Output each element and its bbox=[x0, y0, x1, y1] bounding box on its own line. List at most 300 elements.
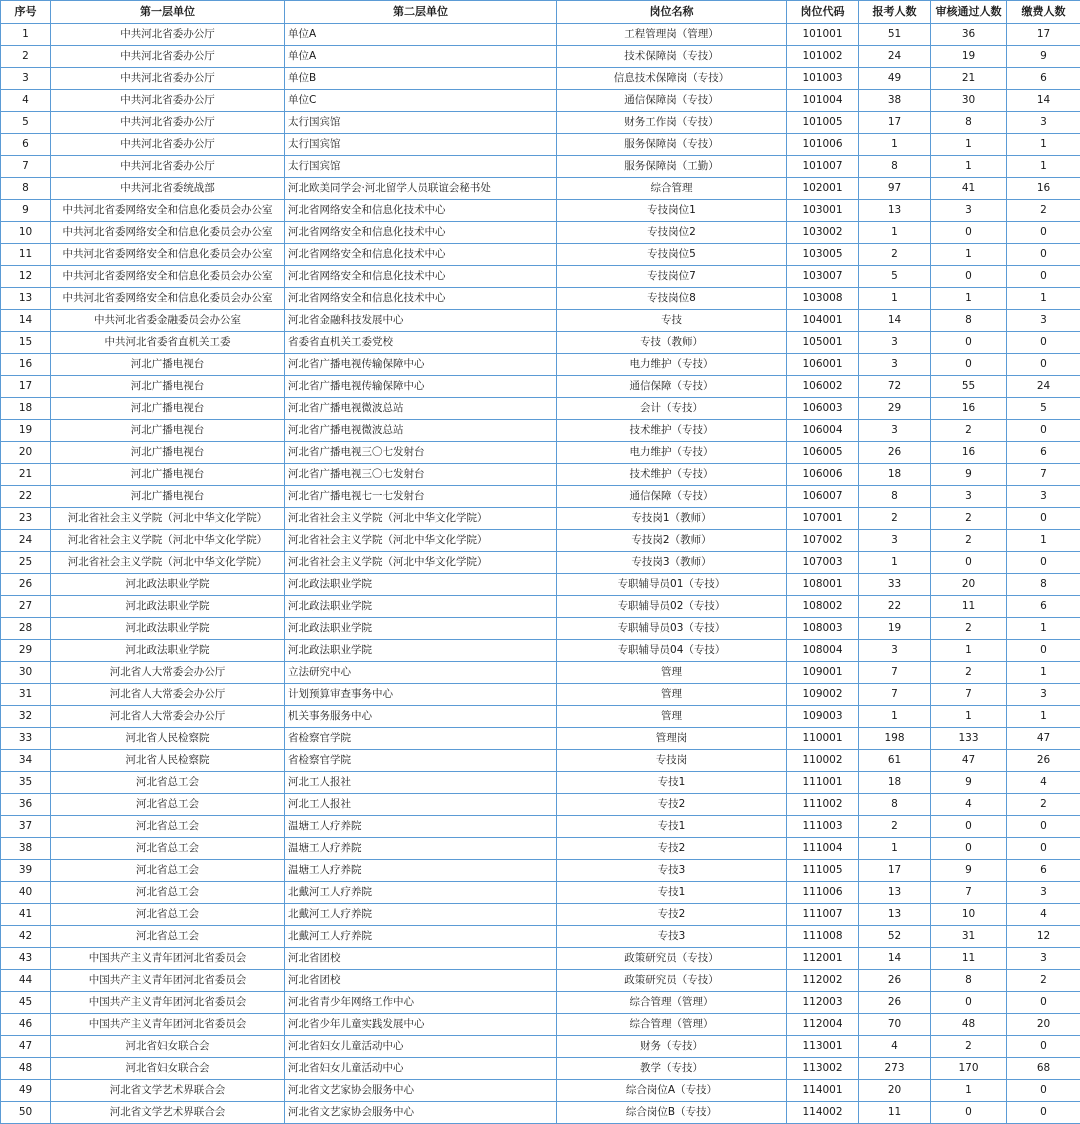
cell-paid: 3 bbox=[1007, 112, 1080, 134]
cell-index: 41 bbox=[1, 904, 51, 926]
cell-second-unit: 省检察官学院 bbox=[285, 750, 557, 772]
cell-paid: 3 bbox=[1007, 486, 1080, 508]
cell-approved: 1 bbox=[931, 244, 1007, 266]
cell-first-unit: 中国共产主义青年团河北省委员会 bbox=[51, 948, 285, 970]
col-header-first-unit: 第一层单位 bbox=[51, 1, 285, 24]
cell-applicants: 1 bbox=[859, 838, 931, 860]
col-header-index: 序号 bbox=[1, 1, 51, 24]
cell-second-unit: 单位B bbox=[285, 68, 557, 90]
cell-position-code: 111008 bbox=[787, 926, 859, 948]
cell-index: 9 bbox=[1, 200, 51, 222]
cell-first-unit: 河北省总工会 bbox=[51, 860, 285, 882]
cell-index: 43 bbox=[1, 948, 51, 970]
cell-approved: 20 bbox=[931, 574, 1007, 596]
cell-index: 44 bbox=[1, 970, 51, 992]
cell-applicants: 52 bbox=[859, 926, 931, 948]
cell-approved: 10 bbox=[931, 904, 1007, 926]
table-row bbox=[1, 1080, 1080, 1102]
table-row bbox=[1, 992, 1080, 1014]
cell-second-unit: 河北省网络安全和信息化技术中心 bbox=[285, 222, 557, 244]
cell-first-unit: 河北省文学艺术界联合会 bbox=[51, 1102, 285, 1124]
cell-paid: 17 bbox=[1007, 24, 1080, 46]
cell-paid: 0 bbox=[1007, 222, 1080, 244]
cell-second-unit: 北戴河工人疗养院 bbox=[285, 904, 557, 926]
cell-paid: 0 bbox=[1007, 838, 1080, 860]
cell-applicants: 13 bbox=[859, 200, 931, 222]
cell-approved: 1 bbox=[931, 706, 1007, 728]
cell-position-name: 电力维护（专技） bbox=[557, 354, 787, 376]
cell-approved: 31 bbox=[931, 926, 1007, 948]
cell-position-code: 101007 bbox=[787, 156, 859, 178]
cell-index: 5 bbox=[1, 112, 51, 134]
cell-position-name: 专技3 bbox=[557, 926, 787, 948]
cell-approved: 0 bbox=[931, 266, 1007, 288]
cell-applicants: 7 bbox=[859, 662, 931, 684]
cell-second-unit: 河北省广播电视三〇七发射台 bbox=[285, 464, 557, 486]
cell-paid: 4 bbox=[1007, 904, 1080, 926]
cell-second-unit: 河北省文艺家协会服务中心 bbox=[285, 1080, 557, 1102]
cell-first-unit: 河北省人大常委会办公厅 bbox=[51, 662, 285, 684]
table-row bbox=[1, 310, 1080, 332]
table-row bbox=[1, 464, 1080, 486]
cell-position-name: 专技2 bbox=[557, 904, 787, 926]
cell-applicants: 2 bbox=[859, 816, 931, 838]
cell-second-unit: 河北政法职业学院 bbox=[285, 618, 557, 640]
cell-paid: 6 bbox=[1007, 442, 1080, 464]
table-row bbox=[1, 222, 1080, 244]
table-header-row bbox=[1, 1, 1080, 24]
cell-position-code: 111004 bbox=[787, 838, 859, 860]
cell-second-unit: 河北省团校 bbox=[285, 970, 557, 992]
cell-first-unit: 中共河北省委网络安全和信息化委员会办公室 bbox=[51, 222, 285, 244]
table-row bbox=[1, 618, 1080, 640]
cell-approved: 0 bbox=[931, 332, 1007, 354]
cell-position-code: 111003 bbox=[787, 816, 859, 838]
cell-applicants: 19 bbox=[859, 618, 931, 640]
cell-second-unit: 北戴河工人疗养院 bbox=[285, 926, 557, 948]
cell-first-unit: 河北省总工会 bbox=[51, 794, 285, 816]
cell-index: 11 bbox=[1, 244, 51, 266]
cell-first-unit: 中共河北省委办公厅 bbox=[51, 24, 285, 46]
cell-applicants: 26 bbox=[859, 992, 931, 1014]
cell-applicants: 70 bbox=[859, 1014, 931, 1036]
cell-first-unit: 河北省社会主义学院（河北中华文化学院） bbox=[51, 552, 285, 574]
cell-paid: 68 bbox=[1007, 1058, 1080, 1080]
cell-position-code: 106002 bbox=[787, 376, 859, 398]
cell-position-name: 管理 bbox=[557, 662, 787, 684]
cell-second-unit: 单位A bbox=[285, 46, 557, 68]
cell-paid: 47 bbox=[1007, 728, 1080, 750]
cell-approved: 2 bbox=[931, 420, 1007, 442]
cell-position-code: 111001 bbox=[787, 772, 859, 794]
cell-first-unit: 河北省总工会 bbox=[51, 816, 285, 838]
cell-second-unit: 河北省妇女儿童活动中心 bbox=[285, 1036, 557, 1058]
cell-approved: 8 bbox=[931, 970, 1007, 992]
cell-index: 2 bbox=[1, 46, 51, 68]
cell-index: 39 bbox=[1, 860, 51, 882]
cell-position-code: 104001 bbox=[787, 310, 859, 332]
cell-index: 3 bbox=[1, 68, 51, 90]
cell-index: 1 bbox=[1, 24, 51, 46]
cell-position-code: 101005 bbox=[787, 112, 859, 134]
cell-approved: 1 bbox=[931, 156, 1007, 178]
cell-position-name: 专技2 bbox=[557, 838, 787, 860]
cell-second-unit: 单位C bbox=[285, 90, 557, 112]
cell-paid: 7 bbox=[1007, 464, 1080, 486]
cell-paid: 0 bbox=[1007, 1102, 1080, 1124]
cell-index: 19 bbox=[1, 420, 51, 442]
cell-index: 13 bbox=[1, 288, 51, 310]
cell-applicants: 1 bbox=[859, 552, 931, 574]
cell-position-code: 113001 bbox=[787, 1036, 859, 1058]
cell-position-name: 政策研究员（专技） bbox=[557, 970, 787, 992]
cell-second-unit: 单位A bbox=[285, 24, 557, 46]
cell-paid: 8 bbox=[1007, 574, 1080, 596]
cell-index: 24 bbox=[1, 530, 51, 552]
cell-index: 48 bbox=[1, 1058, 51, 1080]
col-header-approved: 审核通过人数 bbox=[931, 1, 1007, 24]
cell-applicants: 97 bbox=[859, 178, 931, 200]
cell-applicants: 3 bbox=[859, 530, 931, 552]
cell-index: 26 bbox=[1, 574, 51, 596]
cell-applicants: 20 bbox=[859, 1080, 931, 1102]
cell-position-name: 综合管理 bbox=[557, 178, 787, 200]
cell-position-code: 111005 bbox=[787, 860, 859, 882]
cell-paid: 0 bbox=[1007, 1036, 1080, 1058]
cell-second-unit: 河北省少年儿童实践发展中心 bbox=[285, 1014, 557, 1036]
cell-index: 14 bbox=[1, 310, 51, 332]
cell-approved: 8 bbox=[931, 112, 1007, 134]
cell-position-name: 专技1 bbox=[557, 772, 787, 794]
cell-paid: 1 bbox=[1007, 134, 1080, 156]
cell-index: 4 bbox=[1, 90, 51, 112]
cell-index: 20 bbox=[1, 442, 51, 464]
cell-index: 22 bbox=[1, 486, 51, 508]
col-header-position-name: 岗位名称 bbox=[557, 1, 787, 24]
cell-position-name: 服务保障岗（工勤） bbox=[557, 156, 787, 178]
table-row bbox=[1, 376, 1080, 398]
cell-first-unit: 中国共产主义青年团河北省委员会 bbox=[51, 1014, 285, 1036]
cell-first-unit: 中共河北省委办公厅 bbox=[51, 112, 285, 134]
cell-applicants: 7 bbox=[859, 684, 931, 706]
cell-applicants: 22 bbox=[859, 596, 931, 618]
table-row bbox=[1, 486, 1080, 508]
cell-approved: 2 bbox=[931, 530, 1007, 552]
cell-second-unit: 河北省广播电视传输保障中心 bbox=[285, 376, 557, 398]
cell-approved: 0 bbox=[931, 222, 1007, 244]
cell-second-unit: 河北省广播电视三〇七发射台 bbox=[285, 442, 557, 464]
cell-approved: 7 bbox=[931, 684, 1007, 706]
cell-position-code: 112004 bbox=[787, 1014, 859, 1036]
cell-approved: 11 bbox=[931, 948, 1007, 970]
cell-position-code: 107001 bbox=[787, 508, 859, 530]
cell-applicants: 14 bbox=[859, 310, 931, 332]
table-row bbox=[1, 728, 1080, 750]
cell-position-name: 专技2 bbox=[557, 794, 787, 816]
cell-approved: 1 bbox=[931, 640, 1007, 662]
cell-paid: 12 bbox=[1007, 926, 1080, 948]
cell-position-code: 101002 bbox=[787, 46, 859, 68]
cell-position-name: 通信保障（专技） bbox=[557, 486, 787, 508]
cell-first-unit: 河北广播电视台 bbox=[51, 442, 285, 464]
cell-second-unit: 河北省妇女儿童活动中心 bbox=[285, 1058, 557, 1080]
cell-first-unit: 河北省总工会 bbox=[51, 904, 285, 926]
cell-paid: 0 bbox=[1007, 420, 1080, 442]
cell-first-unit: 河北省社会主义学院（河北中华文化学院） bbox=[51, 508, 285, 530]
cell-paid: 3 bbox=[1007, 684, 1080, 706]
cell-approved: 19 bbox=[931, 46, 1007, 68]
cell-applicants: 13 bbox=[859, 904, 931, 926]
table-row bbox=[1, 684, 1080, 706]
cell-position-name: 通信保障岗（专技） bbox=[557, 90, 787, 112]
cell-position-code: 108003 bbox=[787, 618, 859, 640]
cell-position-code: 106007 bbox=[787, 486, 859, 508]
cell-approved: 3 bbox=[931, 200, 1007, 222]
cell-approved: 2 bbox=[931, 662, 1007, 684]
cell-applicants: 1 bbox=[859, 288, 931, 310]
table-row bbox=[1, 112, 1080, 134]
cell-position-name: 专技1 bbox=[557, 882, 787, 904]
cell-position-name: 专技岗位8 bbox=[557, 288, 787, 310]
cell-position-name: 专技岗3（教师） bbox=[557, 552, 787, 574]
cell-approved: 21 bbox=[931, 68, 1007, 90]
cell-approved: 7 bbox=[931, 882, 1007, 904]
cell-approved: 9 bbox=[931, 860, 1007, 882]
cell-second-unit: 河北省广播电视微波总站 bbox=[285, 398, 557, 420]
cell-paid: 14 bbox=[1007, 90, 1080, 112]
cell-applicants: 17 bbox=[859, 112, 931, 134]
cell-second-unit: 河北省网络安全和信息化技术中心 bbox=[285, 288, 557, 310]
cell-position-name: 综合岗位B（专技） bbox=[557, 1102, 787, 1124]
cell-applicants: 5 bbox=[859, 266, 931, 288]
cell-paid: 1 bbox=[1007, 288, 1080, 310]
cell-position-code: 107002 bbox=[787, 530, 859, 552]
table-body bbox=[1, 24, 1080, 1124]
cell-paid: 0 bbox=[1007, 552, 1080, 574]
table-row bbox=[1, 332, 1080, 354]
cell-position-name: 信息技术保障岗（专技） bbox=[557, 68, 787, 90]
cell-first-unit: 河北省总工会 bbox=[51, 926, 285, 948]
cell-index: 17 bbox=[1, 376, 51, 398]
cell-position-code: 109001 bbox=[787, 662, 859, 684]
table-row bbox=[1, 288, 1080, 310]
cell-position-code: 113002 bbox=[787, 1058, 859, 1080]
cell-first-unit: 河北省人大常委会办公厅 bbox=[51, 684, 285, 706]
cell-position-code: 103001 bbox=[787, 200, 859, 222]
cell-first-unit: 河北省人民检察院 bbox=[51, 728, 285, 750]
cell-applicants: 1 bbox=[859, 134, 931, 156]
cell-paid: 0 bbox=[1007, 508, 1080, 530]
table-row bbox=[1, 134, 1080, 156]
cell-approved: 170 bbox=[931, 1058, 1007, 1080]
cell-position-code: 103005 bbox=[787, 244, 859, 266]
cell-first-unit: 中共河北省委办公厅 bbox=[51, 134, 285, 156]
cell-applicants: 1 bbox=[859, 706, 931, 728]
cell-approved: 2 bbox=[931, 618, 1007, 640]
cell-position-name: 教学（专技） bbox=[557, 1058, 787, 1080]
cell-paid: 1 bbox=[1007, 156, 1080, 178]
cell-position-name: 专技 bbox=[557, 310, 787, 332]
cell-applicants: 8 bbox=[859, 794, 931, 816]
cell-second-unit: 河北省社会主义学院（河北中华文化学院） bbox=[285, 508, 557, 530]
cell-position-name: 专技岗位7 bbox=[557, 266, 787, 288]
cell-position-code: 106004 bbox=[787, 420, 859, 442]
cell-index: 40 bbox=[1, 882, 51, 904]
cell-position-name: 服务保障岗（专技） bbox=[557, 134, 787, 156]
cell-second-unit: 河北工人报社 bbox=[285, 794, 557, 816]
cell-applicants: 17 bbox=[859, 860, 931, 882]
cell-position-code: 111007 bbox=[787, 904, 859, 926]
table-row bbox=[1, 266, 1080, 288]
cell-position-code: 103002 bbox=[787, 222, 859, 244]
cell-paid: 0 bbox=[1007, 1080, 1080, 1102]
table-row bbox=[1, 354, 1080, 376]
cell-approved: 8 bbox=[931, 310, 1007, 332]
cell-second-unit: 温塘工人疗养院 bbox=[285, 860, 557, 882]
cell-approved: 47 bbox=[931, 750, 1007, 772]
cell-position-name: 财务工作岗（专技） bbox=[557, 112, 787, 134]
table-row bbox=[1, 420, 1080, 442]
cell-position-code: 101004 bbox=[787, 90, 859, 112]
cell-position-name: 专技岗 bbox=[557, 750, 787, 772]
cell-first-unit: 河北省总工会 bbox=[51, 772, 285, 794]
cell-paid: 6 bbox=[1007, 68, 1080, 90]
cell-position-name: 专技岗2（教师） bbox=[557, 530, 787, 552]
cell-index: 12 bbox=[1, 266, 51, 288]
cell-paid: 5 bbox=[1007, 398, 1080, 420]
cell-approved: 1 bbox=[931, 134, 1007, 156]
cell-index: 25 bbox=[1, 552, 51, 574]
cell-first-unit: 河北政法职业学院 bbox=[51, 574, 285, 596]
cell-approved: 55 bbox=[931, 376, 1007, 398]
cell-approved: 30 bbox=[931, 90, 1007, 112]
table-row bbox=[1, 574, 1080, 596]
cell-first-unit: 河北省妇女联合会 bbox=[51, 1058, 285, 1080]
cell-second-unit: 河北省网络安全和信息化技术中心 bbox=[285, 200, 557, 222]
col-header-applicants: 报考人数 bbox=[859, 1, 931, 24]
cell-index: 45 bbox=[1, 992, 51, 1014]
cell-second-unit: 河北政法职业学院 bbox=[285, 640, 557, 662]
cell-first-unit: 河北广播电视台 bbox=[51, 398, 285, 420]
cell-index: 38 bbox=[1, 838, 51, 860]
cell-applicants: 51 bbox=[859, 24, 931, 46]
cell-applicants: 14 bbox=[859, 948, 931, 970]
cell-second-unit: 河北省广播电视七一七发射台 bbox=[285, 486, 557, 508]
cell-position-code: 103008 bbox=[787, 288, 859, 310]
cell-position-name: 通信保障（专技） bbox=[557, 376, 787, 398]
cell-first-unit: 河北广播电视台 bbox=[51, 486, 285, 508]
cell-paid: 3 bbox=[1007, 882, 1080, 904]
cell-second-unit: 机关事务服务中心 bbox=[285, 706, 557, 728]
cell-approved: 0 bbox=[931, 354, 1007, 376]
table-row bbox=[1, 816, 1080, 838]
cell-first-unit: 河北广播电视台 bbox=[51, 376, 285, 398]
cell-position-code: 108001 bbox=[787, 574, 859, 596]
cell-paid: 26 bbox=[1007, 750, 1080, 772]
cell-index: 33 bbox=[1, 728, 51, 750]
cell-position-name: 专技（教师） bbox=[557, 332, 787, 354]
cell-applicants: 49 bbox=[859, 68, 931, 90]
cell-position-code: 112002 bbox=[787, 970, 859, 992]
cell-position-code: 107003 bbox=[787, 552, 859, 574]
cell-first-unit: 河北政法职业学院 bbox=[51, 640, 285, 662]
cell-position-name: 技术维护（专技） bbox=[557, 420, 787, 442]
cell-second-unit: 河北省青少年网络工作中心 bbox=[285, 992, 557, 1014]
cell-position-code: 103007 bbox=[787, 266, 859, 288]
cell-applicants: 38 bbox=[859, 90, 931, 112]
table-row bbox=[1, 552, 1080, 574]
cell-second-unit: 温塘工人疗养院 bbox=[285, 816, 557, 838]
cell-position-name: 专技岗位1 bbox=[557, 200, 787, 222]
cell-index: 27 bbox=[1, 596, 51, 618]
cell-position-code: 106005 bbox=[787, 442, 859, 464]
cell-second-unit: 立法研究中心 bbox=[285, 662, 557, 684]
cell-approved: 4 bbox=[931, 794, 1007, 816]
cell-position-code: 109002 bbox=[787, 684, 859, 706]
cell-second-unit: 太行国宾馆 bbox=[285, 156, 557, 178]
cell-paid: 0 bbox=[1007, 354, 1080, 376]
cell-index: 30 bbox=[1, 662, 51, 684]
cell-index: 23 bbox=[1, 508, 51, 530]
table-row bbox=[1, 1058, 1080, 1080]
cell-position-code: 111002 bbox=[787, 794, 859, 816]
cell-paid: 4 bbox=[1007, 772, 1080, 794]
cell-position-name: 专技岗1（教师） bbox=[557, 508, 787, 530]
cell-applicants: 8 bbox=[859, 156, 931, 178]
cell-paid: 3 bbox=[1007, 948, 1080, 970]
table-row bbox=[1, 1014, 1080, 1036]
cell-second-unit: 河北省金融科技发展中心 bbox=[285, 310, 557, 332]
cell-position-code: 114001 bbox=[787, 1080, 859, 1102]
cell-applicants: 2 bbox=[859, 244, 931, 266]
cell-approved: 1 bbox=[931, 288, 1007, 310]
cell-applicants: 26 bbox=[859, 442, 931, 464]
cell-index: 46 bbox=[1, 1014, 51, 1036]
cell-approved: 0 bbox=[931, 838, 1007, 860]
cell-paid: 1 bbox=[1007, 530, 1080, 552]
cell-second-unit: 太行国宾馆 bbox=[285, 134, 557, 156]
cell-position-name: 管理 bbox=[557, 684, 787, 706]
cell-index: 37 bbox=[1, 816, 51, 838]
cell-paid: 0 bbox=[1007, 332, 1080, 354]
cell-first-unit: 河北省人大常委会办公厅 bbox=[51, 706, 285, 728]
cell-index: 7 bbox=[1, 156, 51, 178]
table-row bbox=[1, 706, 1080, 728]
cell-position-code: 102001 bbox=[787, 178, 859, 200]
cell-index: 29 bbox=[1, 640, 51, 662]
cell-index: 18 bbox=[1, 398, 51, 420]
cell-position-name: 技术保障岗（专技） bbox=[557, 46, 787, 68]
cell-second-unit: 河北政法职业学院 bbox=[285, 596, 557, 618]
table-row bbox=[1, 90, 1080, 112]
col-header-paid: 缴费人数 bbox=[1007, 1, 1080, 24]
cell-paid: 1 bbox=[1007, 662, 1080, 684]
cell-first-unit: 河北省总工会 bbox=[51, 838, 285, 860]
cell-applicants: 273 bbox=[859, 1058, 931, 1080]
table-row bbox=[1, 1102, 1080, 1124]
cell-paid: 20 bbox=[1007, 1014, 1080, 1036]
cell-applicants: 26 bbox=[859, 970, 931, 992]
cell-paid: 0 bbox=[1007, 816, 1080, 838]
cell-position-code: 114002 bbox=[787, 1102, 859, 1124]
cell-index: 32 bbox=[1, 706, 51, 728]
cell-first-unit: 河北省文学艺术界联合会 bbox=[51, 1080, 285, 1102]
cell-first-unit: 中国共产主义青年团河北省委员会 bbox=[51, 992, 285, 1014]
cell-second-unit: 省检察官学院 bbox=[285, 728, 557, 750]
cell-position-code: 110001 bbox=[787, 728, 859, 750]
cell-paid: 0 bbox=[1007, 992, 1080, 1014]
cell-second-unit: 计划预算审查事务中心 bbox=[285, 684, 557, 706]
